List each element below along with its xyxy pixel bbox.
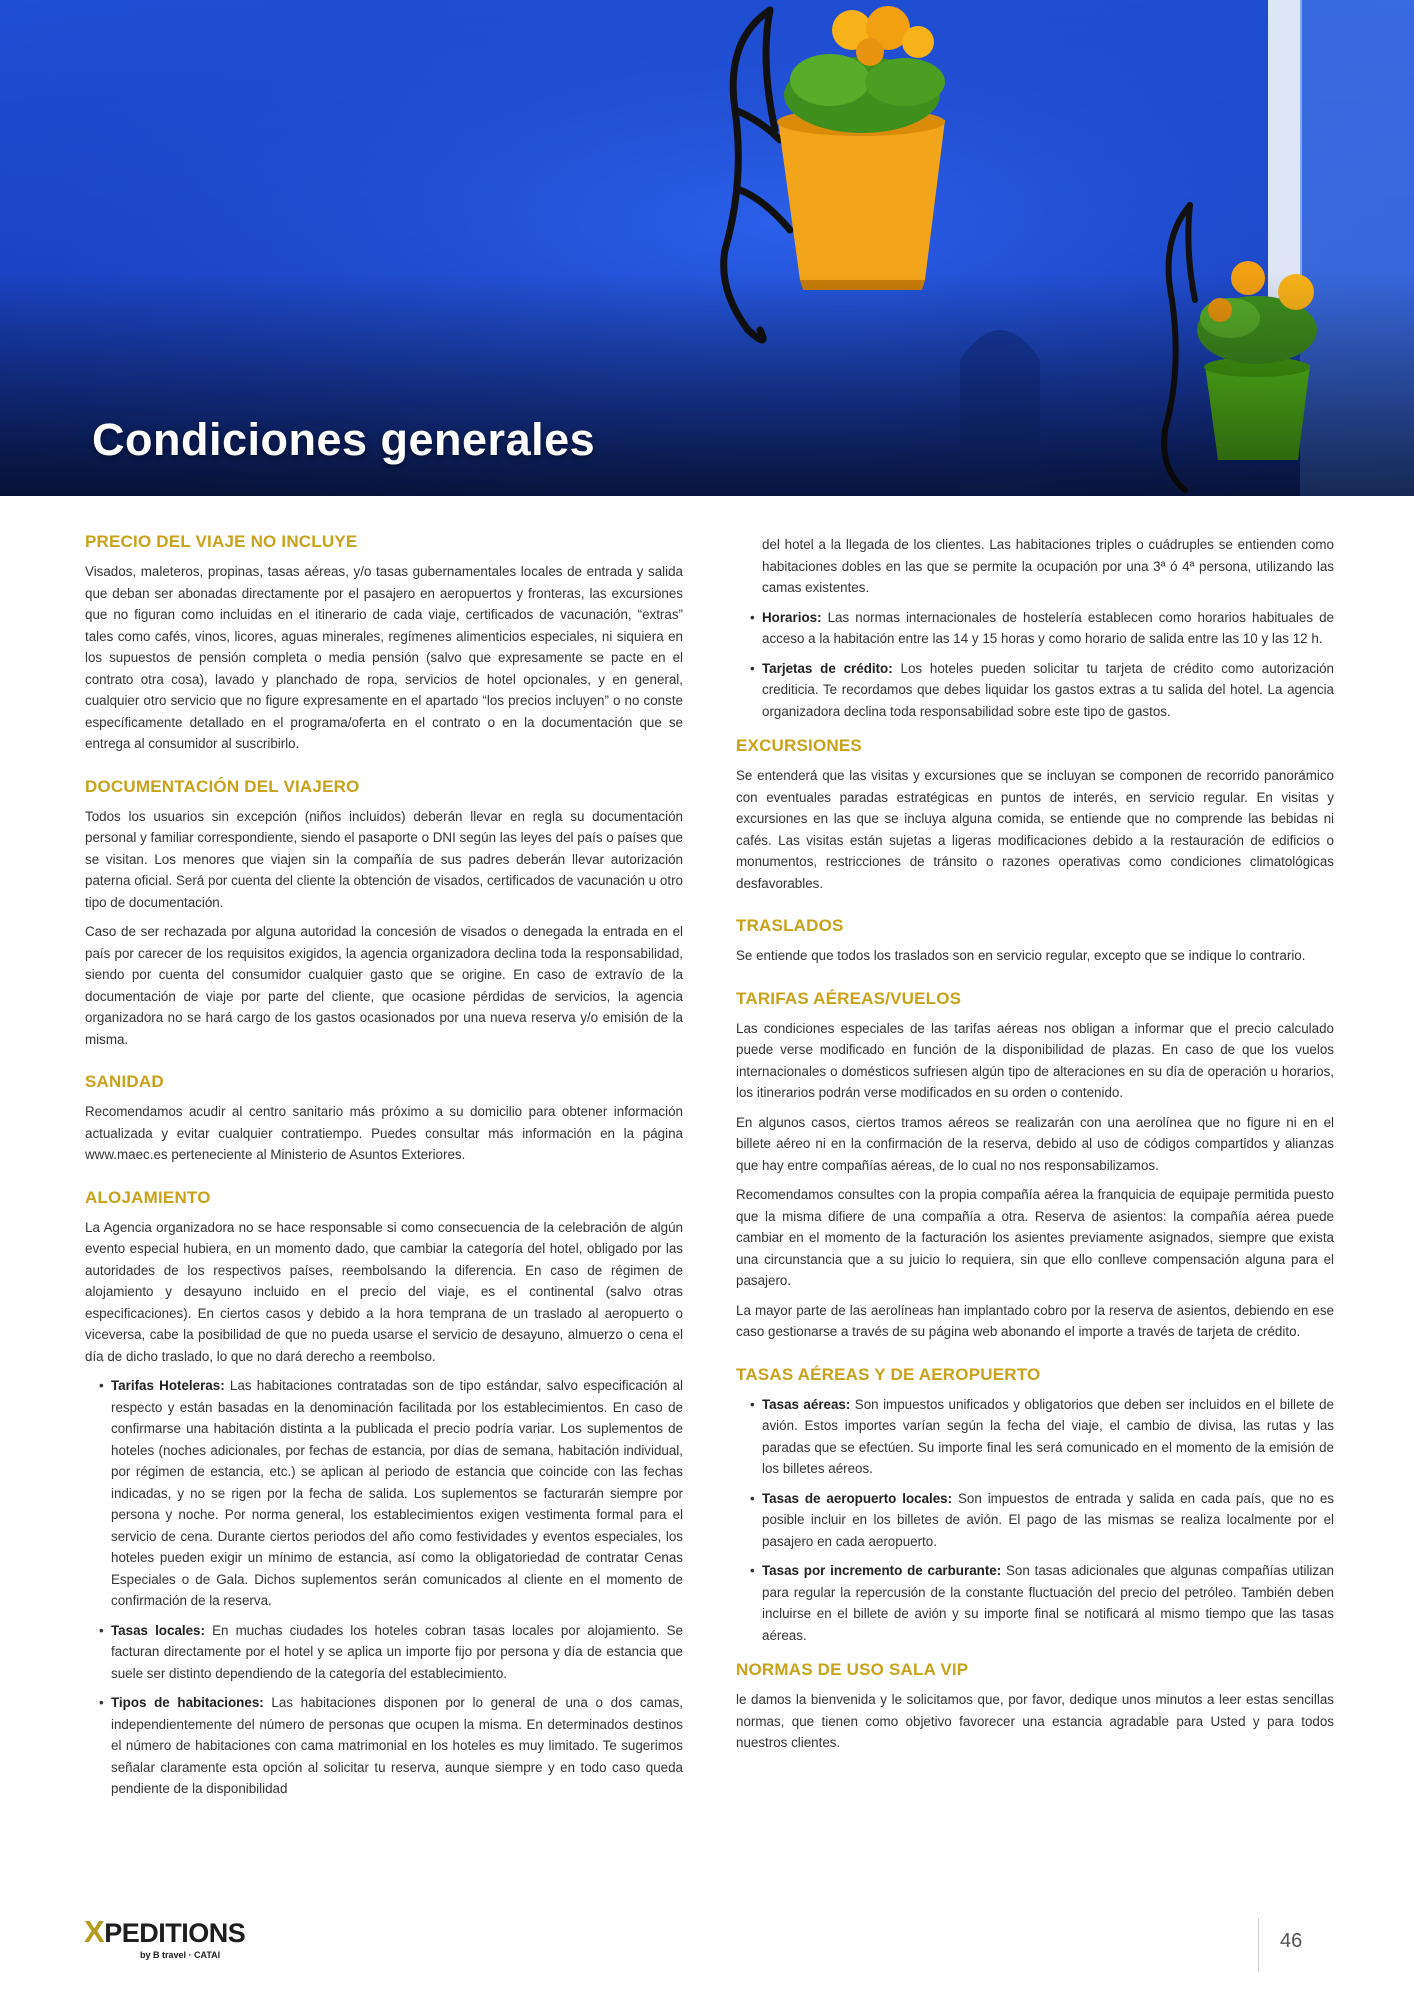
section-heading-excursiones: EXCURSIONES [736,736,862,755]
bullet-tasas-carburante [750,1560,1334,1646]
section-heading-normas: NORMAS DE USO SALA VIP [736,1660,969,1679]
bullet-text: En muchas ciudades los hoteles cobran tasas locales por alojamiento. Se facturan directamente por el hotel y se aplica un importe fijo por persona y día de estancia que suele ser distinto dependiendo de la categoría del establecimiento. [111,1622,683,1681]
section-heading-tarifas: TARIFAS AÉREAS/VUELOS [736,988,962,1008]
logo-rest: PEDITIONS [104,1918,246,1948]
section-heading-tasas: TASAS AÉREAS Y DE AEROPUERTO [736,1364,1041,1384]
bullet-text: Los hoteles pueden solicitar tu tarjeta de crédito como autorización crediticia. Te recordamos que debes liquidar los gastos extras a tu salida del hotel. La agencia organizadora declina toda responsabilidad sobre este tipo de gastos. [762,660,1334,719]
bullet-horarios [750,607,1334,650]
section-text-sanidad: Recomendamos acudir al centro sanitario más próximo a su domicilio para obtener información actualizada y evitar cualquier contratiempo. Puedes consultar más información en la página www.maec.es perteneciente al Ministerio de Asuntos Exteriores. [85,1104,683,1162]
bullet-tasas-aeropuerto [750,1488,1334,1553]
brand-logo [84,1914,246,1960]
section-text-normas: le damos la bienvenida y le solicitamos que, por favor, dedique unos minutos a leer estas sencillas normas, que tienen como objetivo favorecer una estancia agradable para Usted y para todos nuestros clientes. [736,1692,1334,1750]
alojamiento-bullet-list-cont [736,607,1334,723]
right-column [736,534,1334,1762]
logo-wordmark [84,1914,246,1949]
bullet-tasas-aereas [750,1394,1334,1480]
bullet-tarifas-hoteleras [99,1375,683,1612]
section-text-documentacion-1: Todos los usuarios sin excepción (niños incluidos) deberán llevar en regla su documentación personal y familiar correspondiente, siendo el pasaporte o DNI según las leyes del país o países que se visitan. Los menores que viajen sin la compañía de sus padres deberán llevar autorización paterna oficial. Será por cuenta del cliente la obtención de visados, certificados de vacunación u otro tipo de documentación. [85,808,683,910]
bullet-term: Tasas locales: [111,1622,205,1638]
bullet-tipos-habitaciones [99,1692,683,1800]
section-heading-precio: PRECIO DEL VIAJE NO INCLUYE [85,532,358,551]
alojamiento-bullet-list [85,1375,683,1800]
tasas-bullet-list [736,1394,1334,1647]
section-text-tarifas-3: Recomendamos consultes con la propia compañía aérea la franquicia de equipaje permitida puesto que la misma difiere de una compañía a otra. Reserva de asientos: la compañía aérea puede cambiar en el momento de la facturación los asientes previamente asignados, siempre que exista una circunstancia que a su juicio lo requiera, sin que ello conlleve compensación alguna para el pasajero. [736,1187,1334,1288]
section-text-traslados: Se entiende que todos los traslados son en servicio regular, excepto que se indique lo contrario. [736,948,1306,963]
bullet-term: Tasas aéreas: [762,1396,851,1412]
section-text-tarifas-1: Las condiciones especiales de las tarifas aéreas nos obligan a informar que el precio calculado puede verse modificado en función de la disponibilidad de plazas. En caso de que los vuelos internacionales o domésticos sufriesen algún tipo de alteraciones en su día de operación u horarios, los itinerarios podrán verse modificados en su orden o contenido. [736,1020,1334,1100]
bullet-tasas-locales [99,1620,683,1685]
bullet-term: Tarifas Hoteleras: [111,1378,225,1393]
section-heading-documentacion: DOCUMENTACIÓN DEL VIAJERO [85,776,360,796]
logo-x: X [84,1914,105,1949]
bullet-text: Son tasas adicionales que algunas compañías utilizan para regular la repercusión de la constante fluctuación del precio del petróleo. También deben incluirse en el billete de avión y su importe final se notificará al mismo tiempo que las tasas aéreas. [762,1563,1334,1643]
bullet-tarjetas-credito [750,658,1334,723]
bullet-text: Las habitaciones contratadas son de tipo estándar, salvo especificación al respecto y están basadas en la denominación facilitada por los establecimientos. En caso de confirmarse una habitación distinta a la publicada el precio podría variar. Los suplementos de hoteles (noches adicionales, por fechas de estancia, por días de semana, habitación individual, por régimen de estancia, etc.) se aplican al periodo de estancia que coincide con las fechas indicadas, y no se rigen por la fecha de salida. Los suplementos se facturarán siempre por persona y noche. Por norma general, los establecimientos exigen vestimenta formal para el servicio de cena. Durante ciertos periodos del año como festividades y eventos especiales, los hoteles pueden exigir un mínimo de estancia, así como la obligatoriedad de contratar Cenas Especiales o de Gala. Dichos suplementos serán comunicados al cliente en el momento de confirmación de la reserva. [111,1378,683,1608]
section-heading-traslados: TRASLADOS [736,916,844,935]
bullet-text: Las normas internacionales de hostelería establecen como horarios habituales de acceso a la habitación entre las 14 y 15 horas y como horario de salida entre las 10 y las 12 h. [762,609,1334,646]
section-text-alojamiento: La Agencia organizadora no se hace responsable si como consecuencia de la celebración de algún evento especial hubiera, en un momento dado, que cambiar la categoría del hotel, obligado por las autoridades de los respectivos países, reembolsando la diferencia. En caso de régimen de alojamiento y desayuno incluido en el precio del viaje, es el continental (salvo otras especificaciones). En ciertos casos y debido a la hora temprana de un traslado al aeropuerto o viceversa, cabe la posibilidad de que no pueda usarse el servicio de desayuno, almuerzo o cena el día de dicho traslado, lo que no dará derecho a reembolso. [85,1219,683,1364]
section-text-precio: Visados, maleteros, propinas, tasas aéreas, y/o tasas gubernamentales locales de entrada y salida que deban ser abonadas directamente por el pasajero en aeropuertos y fronteras, las excursiones que no figuran como incluidas en el itinerario de cada viaje, certificados de vacunación, “extras” tales como cafés, vinos, licores, aguas minerales, regímenes alimenticios especiales, ni siquiera en los supuestos de pensión completa o media pensión (salvo que expresamente se pacte en el contrato otra cosa), lavado y planchado de ropa, servicios de hotel opcionales, y en general, cualquier otro servicio que no figure expresamente en el apartado “los precios incluyen” o no conste específicamente detallado en el programa/oferta en el contrato o en la documentación que se entrega al consumidor al suscribirlo. [85,564,683,751]
continuation-text: del hotel a la llegada de los clientes. Las habitaciones triples o cuádruples se entienden como habitaciones dobles en las que se permite la ocupación por una 3ª ó 4ª persona, utilizando las camas existentes. [762,537,1334,595]
bullet-term: Horarios: [762,609,822,625]
section-text-documentacion-2: Caso de ser rechazada por alguna autoridad la concesión de visados o denegada la entrada en el país por carecer de los requisitos exigidos, la agencia organizadora declina toda la responsabilidad, siendo por cuenta del consumidor cualquier gasto que se origine. En caso de extravío de la documentación de viaje por parte del cliente, que ocasione pérdidas de servicios, la agencia organizadora no se hará cargo de los gastos ocasionados por una nueva reserva y/o emisión de la misma. [85,924,683,1047]
page-number: 46 [1280,1930,1303,1952]
bullet-text: Son impuestos unificados y obligatorios que deben ser incluidos en el billete de avión. Estos importes varían según la fecha del viaje, el cambio de divisa, las rutas y las paradas que se efectúen. Su importe final les será comunicado en el momento de la emisión de los billetes aéreos. [762,1396,1334,1476]
hero-banner [0,0,1414,496]
section-heading-sanidad: SANIDAD [85,1072,164,1091]
section-text-excursiones: Se entenderá que las visitas y excursiones que se incluyan se componen de recorrido panorámico con eventuales paradas estratégicas en puntos de interés, en servicio regular. En visitas y excursiones en las que se incluya alguna comida, se entiende que no comprende las bebidas ni cafés. Las visitas están sujetas a ligeras modificaciones debido a la restauración de edificios o monumentos, restricciones de tránsito o razones operativas como condiciones climatológicas desfavorables. [736,768,1334,891]
footer-divider [1258,1918,1259,1972]
bullet-text: Son impuestos de entrada y salida en cada país, que no es posible incluir en los billetes de avión. El pago de las mismas se realiza localmente por el pasajero en cada aeropuerto. [762,1490,1334,1549]
bullet-term: Tasas de aeropuerto locales: [762,1490,953,1506]
bullet-term: Tarjetas de crédito: [762,660,893,676]
section-text-tarifas-2: En algunos casos, ciertos tramos aéreos se realizarán con una aerolínea que no figure ni en el billete aéreo ni en la confirmación de la reserva, debido al uso de códigos compartidos y alianzas que hay entre compañías aéreas, de lo cual no nos responsabilizamos. [736,1114,1334,1173]
left-column [85,532,683,1808]
section-text-tarifas-4: La mayor parte de las aerolíneas han implantado cobro por la reserva de asientos, debiendo en ese caso gestionarse a través de su página web abonando el importe a través de tarjeta de crédito. [736,1302,1334,1339]
bullet-text: Las habitaciones disponen por lo general de una o dos camas, independientemente del número de personas que ocupen la misma. En determinados destinos el número de habitaciones con cama matrimonial en los hoteles es muy limitado. Te sugerimos señalar claramente esta opción al solicitar tu reserva, aunque siempre y en todo caso queda pendiente de la disponibilidad [111,1695,683,1796]
logo-subtitle: by B travel · CATAI [140,1950,221,1960]
bullet-term: Tipos de habitaciones: [111,1695,264,1710]
bullet-term: Tasas por incremento de carburante: [762,1563,1002,1578]
page-title: Condiciones generales [92,414,596,465]
section-heading-alojamiento: ALOJAMIENTO [85,1187,211,1207]
